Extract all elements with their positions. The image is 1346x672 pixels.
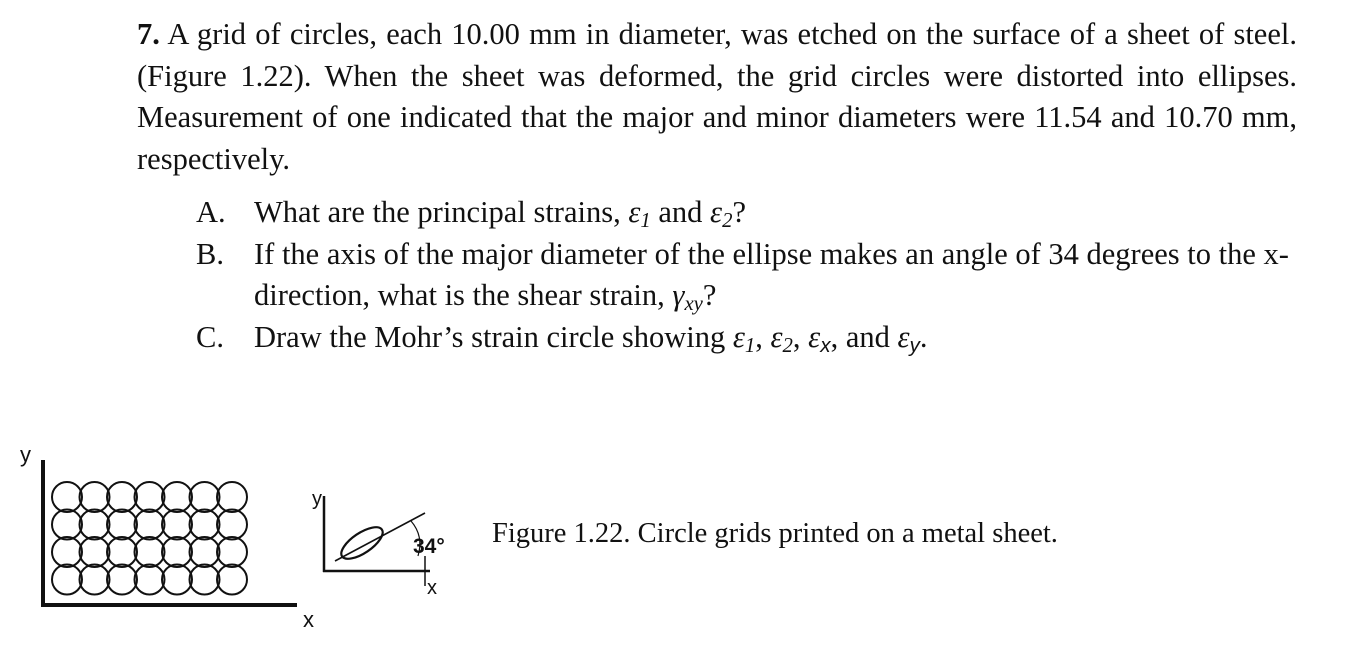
grid-circle <box>107 482 137 512</box>
grid-circle <box>52 482 82 512</box>
question-parts <box>196 192 1298 358</box>
figure-caption: Figure 1.22. Circle grids printed on a metal sheet. <box>492 518 1058 549</box>
epsilon-symbol: ε <box>732 319 745 354</box>
gamma-xy <box>672 278 703 316</box>
grid-circle <box>52 565 82 595</box>
subscript-1: 1 <box>744 334 756 357</box>
grid-circle <box>80 510 110 540</box>
epsilon-symbol: ε <box>897 319 910 354</box>
epsilon-1 <box>628 195 651 233</box>
part-b-question: If the axis of the major diameter of the ellipse makes an angle of 34 degrees to the x-direction, what is the shear strain, <box>254 236 1289 312</box>
angle-label: 34° <box>413 535 445 558</box>
grid-circle <box>162 482 192 512</box>
epsilon-y <box>897 319 920 357</box>
period: . <box>919 319 928 354</box>
grid-circle <box>135 537 165 567</box>
grid-circle <box>217 565 247 595</box>
grid-circle <box>217 537 247 567</box>
deformed-ellipse <box>337 521 388 564</box>
grid-circle <box>107 537 137 567</box>
epsilon-symbol: ε <box>628 195 641 229</box>
epsilon-2 <box>710 195 733 233</box>
inset-axis-y-label: y <box>312 488 322 510</box>
circle-grid <box>52 482 247 595</box>
separator: , <box>792 319 809 354</box>
separator: , <box>755 319 771 354</box>
grid-circle <box>52 537 82 567</box>
part-c-text <box>254 317 1298 359</box>
subscript-xy: xy <box>684 293 703 316</box>
grid-circle <box>135 482 165 512</box>
grid-circle <box>135 510 165 540</box>
grid-axis-x-label: x <box>303 607 314 632</box>
part-c <box>196 317 1298 359</box>
grid-circle <box>162 565 192 595</box>
grid-circle <box>190 510 220 540</box>
grid-axis-y-label: y <box>20 442 31 467</box>
subscript-y: y <box>909 333 920 357</box>
problem-text: A grid of circles, each 10.00 mm in diameter, was etched on the surface of a sheet of steel. (Figure 1.22). When the sheet was deformed, the grid circles were distorted into ellipses. Measurement of one indicated that the major and minor diameters were 11.54 and 10.70 mm, respectively. <box>137 17 1297 176</box>
grid-circle <box>107 510 137 540</box>
epsilon-x <box>808 319 831 357</box>
epsilon-1 <box>732 319 756 357</box>
epsilon-symbol: ε <box>710 195 723 229</box>
conjunction: , and <box>830 319 898 354</box>
part-a-text <box>254 192 1298 234</box>
grid-circle <box>107 565 137 595</box>
problem-number: 7. <box>137 17 160 51</box>
part-b <box>196 234 1298 317</box>
part-c-letter: C. <box>196 319 224 354</box>
subscript-x: x <box>820 333 831 357</box>
part-a-question: What are the principal strains, <box>254 195 629 229</box>
part-c-question: Draw the Mohr’s strain circle showing <box>254 319 733 354</box>
question-mark: ? <box>702 278 717 312</box>
part-a <box>196 192 1298 234</box>
subscript-1: 1 <box>640 210 651 233</box>
grid-circle <box>190 565 220 595</box>
grid-circle <box>80 537 110 567</box>
epsilon-symbol: ε <box>770 319 783 354</box>
grid-circle <box>80 482 110 512</box>
part-b-letter: B. <box>196 236 224 271</box>
conjunction: and <box>650 195 711 229</box>
subscript-2: 2 <box>722 210 733 233</box>
epsilon-symbol: ε <box>808 319 821 354</box>
grid-circle <box>190 537 220 567</box>
grid-circle <box>190 482 220 512</box>
epsilon-2 <box>770 319 793 357</box>
grid-circle <box>217 510 247 540</box>
question-mark: ? <box>732 195 746 229</box>
part-b-text <box>254 234 1298 317</box>
major-axis-line <box>335 513 425 561</box>
part-a-letter: A. <box>196 195 226 229</box>
grid-circle <box>162 510 192 540</box>
grid-circle <box>80 565 110 595</box>
grid-circle <box>135 565 165 595</box>
grid-circle <box>217 482 247 512</box>
inset-axis-x-label: x <box>427 577 437 599</box>
grid-circle <box>162 537 192 567</box>
problem-statement <box>137 14 1297 180</box>
gamma-symbol: γ <box>672 278 685 312</box>
subscript-2: 2 <box>782 334 793 357</box>
grid-circle <box>52 510 82 540</box>
figure-1-22 <box>0 430 480 640</box>
